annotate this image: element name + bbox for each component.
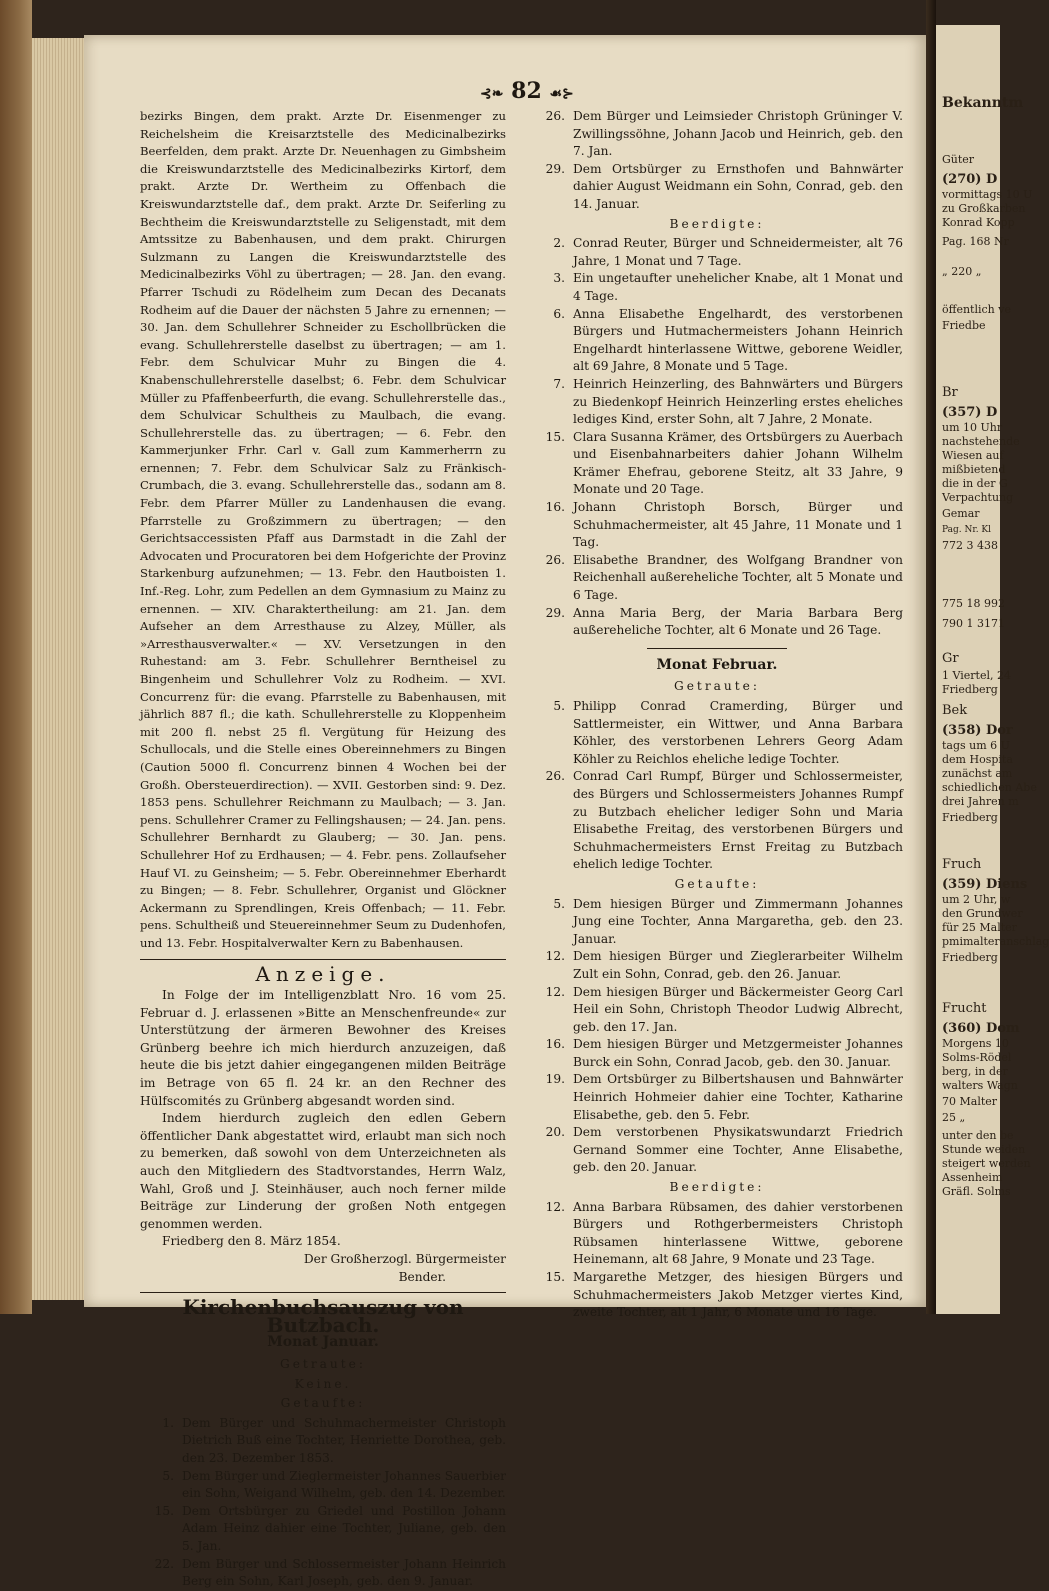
- next-page-fragment: Konrad Kopp: [942, 216, 1015, 229]
- list-item: 6. Anna Elisabethe Engelhardt, des verstorbenen Bürgers und Hutmachermeisters Johann Heinrich Engelhardt hinterlassene Wittwe, geborene Weidler, alt 69 Jahre, 8 Monate und 5 Tage.: [553, 306, 903, 374]
- list-item: 29. Anna Maria Berg, der Maria Barbara Berg außereheliche Tochter, alt 6 Monate und 26 Tage.: [545, 605, 903, 638]
- list-item: 20. Dem verstorbenen Physikatswundarzt Friedrich Gernand Sommer eine Tochter, Anne Elisabethe, geb. den 20. Januar.: [545, 1125, 903, 1175]
- divider: [647, 648, 787, 649]
- next-page-fragment: Br: [942, 385, 958, 400]
- next-page-fragment: walters Wagn: [942, 1079, 1018, 1092]
- next-page-fragment: (358) Dor: [942, 723, 1013, 738]
- next-page-fragment: 772 3 438: [942, 539, 998, 552]
- divider: [140, 1292, 506, 1293]
- next-page-fragment: um 2 Uhr, w: [942, 893, 1011, 906]
- divider: [140, 959, 506, 960]
- next-page-fragment: tags um 6 U: [942, 739, 1010, 752]
- ornament-right-icon: ☙⊱: [549, 86, 574, 102]
- next-page-fragment: vormittags 10 U: [942, 188, 1033, 201]
- anzeige-signature-title: Der Großherzogl. Bürgermeister: [303, 1252, 506, 1266]
- next-page-fragment: zunächst am: [942, 767, 1013, 780]
- next-page-fragment: Pag. Nr. Kl: [942, 525, 992, 535]
- next-page-fragment: 1 Viertel, 24: [942, 669, 1011, 682]
- list-item: 15. Clara Susanna Krämer, des Ortsbürgers zu Auerbach und Eisenbahnarbeiters dahier Johann Wilhelm Krämer Ehefrau, geborene Steitz, alt 33 Jahre, 9 Monate und 20 Tage.: [545, 429, 903, 497]
- list-item: 26. Dem Bürger und Leimsieder Christoph Grüninger V. Zwillingssöhne, Johann Jacob und Heinrich, geb. den 7. Jan.: [545, 109, 903, 159]
- kirchenbuch-heading: Kirchenbuchsauszug von Butzbach.: [182, 1295, 464, 1337]
- list-item: 1. Dem Bürger und Schuhmachermeister Christoph Dietrich Buß eine Tochter, Henriette Dorothea, geb. den 23. Dezember 1853.: [162, 1415, 506, 1465]
- next-page-fragment: pmimalteranschlag: [942, 935, 1049, 948]
- next-page-fragment: steigert werden: [942, 1157, 1031, 1170]
- list-item: 3. Ein ungetaufter unehelicher Knabe, alt 1 Monat und 4 Tage.: [553, 271, 903, 303]
- list-item: 16. Johann Christoph Borsch, Bürger und Schuhmachermeister, alt 45 Jahre, 11 Monate und 1 Tag.: [545, 500, 903, 550]
- feb-getaufte-label: Getaufte:: [674, 876, 760, 891]
- list-item: 29. Dem Ortsbürger zu Ernsthofen und Bahnwärter dahier August Weidmann ein Sohn, Conrad, geb. den 14. Januar.: [545, 161, 903, 211]
- next-page-fragment: Morgens 10: [942, 1037, 1009, 1050]
- list-item: 15. Margarethe Metzger, des hiesigen Bürgers und Schuhmachermeisters Jakob Metzger viertes Kind, zweite Tochter, alt 1 Jahr, 6 Monate und 16 Tage.: [545, 1270, 903, 1320]
- list-item: 26. Elisabethe Brandner, des Wolfgang Brandner von Reichenhall außereheliche Tochter, alt 5 Monate und 6 Tage.: [545, 552, 903, 603]
- anzeige-heading: Anzeige.: [255, 961, 391, 986]
- list-item: 12. Dem hiesigen Bürger und Zieglerarbeiter Wilhelm Zult ein Sohn, Conrad, geb. den 26. Januar.: [545, 949, 903, 981]
- jan-getaufte-label: Getaufte:: [280, 1396, 366, 1411]
- next-page-fragment: (360) Dom: [942, 1021, 1020, 1036]
- next-page-fragment: drei Jahren m: [942, 795, 1019, 808]
- next-page-fragment: Fruch: [942, 857, 982, 872]
- book-spine: [0, 0, 32, 1314]
- next-page-fragment: schiedlichen Abe: [942, 781, 1037, 794]
- list-item: 15. Dem Ortsbürger zu Griedel und Postillon Johann Adam Heinz dahier eine Tochter, Juliane, geb. den 5. Jan.: [154, 1503, 506, 1553]
- next-page-fragment: nachstehende: [942, 435, 1020, 448]
- jan-getraute-label: Getraute:: [279, 1356, 366, 1371]
- next-page-fragment: Solms-Rödel: [942, 1051, 1012, 1064]
- list-item: 7. Heinrich Heinzerling, des Bahnwärters und Bürgers zu Biedenkopf Heinrich Heinzerling erstes eheliches lediges Kind, erster Sohn, alt 7 Jahre, 2 Monate.: [553, 376, 903, 427]
- next-page-fragment: 70 Malter: [942, 1095, 998, 1108]
- next-page-fragment: den Grundwer: [942, 907, 1023, 920]
- next-page-fragment: unter den be: [942, 1129, 1014, 1142]
- next-page-fragment: Friedberg: [942, 811, 998, 824]
- list-item: 2. Conrad Reuter, Bürger und Schneidermeister, alt 76 Jahre, 1 Monat und 7 Tage.: [553, 236, 903, 268]
- jan-getraute-none: Keine.: [294, 1376, 352, 1391]
- next-page-fragment: mißbietend: [942, 463, 1006, 476]
- next-page-fragment: Stunde weiden: [942, 1143, 1026, 1156]
- next-page-fragment: öffentlich ve: [942, 303, 1011, 316]
- next-page-fragment: Pag. 168 Nr: [942, 235, 1009, 248]
- book-gutter: [926, 0, 936, 1314]
- next-page-fragment: Güter: [942, 153, 975, 166]
- list-item: 16. Dem hiesigen Bürger und Metzgermeister Johannes Burck ein Sohn, Conrad Jacob, geb. den 30. Januar.: [545, 1037, 903, 1069]
- next-page-fragment: Friedberg: [942, 683, 998, 696]
- page-number-value: 82: [511, 78, 542, 104]
- next-page-fragment: für 25 Malter: [942, 921, 1017, 934]
- next-page-fragment: zu Großkarben: [942, 202, 1026, 215]
- anzeige-paragraph-1: In Folge der im Intelligenzblatt Nro. 16 vom 25. Februar d. J. erlassenen »Bitte an Menschenfreunde« zur Unterstützung der ärmeren Bewohner des Kreises Grünberg beehre ich mich hierdurch anzuzeigen, daß heute die bis jetzt dahier eingegangenen milden Beiträge im Betrage von 65 fl. 24 kr. an den Rechner des Hülfscomités zu Grünberg abgesandt worden sind.: [140, 988, 506, 1108]
- next-page-fragment: Gr: [942, 651, 959, 666]
- anzeige-paragraph-2: Indem hierdurch zugleich den edlen Gebern öffentlicher Dank abgestattet wird, erlaubt man sich noch zu bemerken, daß sowohl von dem Unterzeichneten als auch den Mitgliedern des Stadtvorstandes, Herrn Walz, Wahl, Groß und J. Steinhäuser, auch noch ferner milde Beiträge zur Linderung der großen Noth entgegen genommen werden.: [140, 1111, 506, 1231]
- anzeige-date-line: Friedberg den 8. März 1854.: [162, 1234, 341, 1249]
- next-page-fragment: Bekanntm: [942, 95, 1024, 111]
- page-edges: [32, 38, 84, 1300]
- feb-getraute-label: Getraute:: [673, 679, 760, 694]
- next-page-fragment: 775 18 992: [942, 597, 1005, 610]
- next-page-fragment: berg, in der: [942, 1065, 1008, 1078]
- anzeige-signature-name: Bender.: [398, 1269, 446, 1284]
- month-january-heading: Monat Januar.: [267, 1334, 379, 1351]
- month-february-heading: Monat Februar.: [656, 656, 778, 673]
- next-page-fragment: um 10 Uhr: [942, 421, 1003, 434]
- next-page-fragment: Friedberg: [942, 951, 998, 964]
- feb-beerdigte-label: Beerdigte:: [669, 1180, 765, 1195]
- next-page-fragment: dem Hospita: [942, 753, 1013, 766]
- next-page-fragment: 25 „: [942, 1111, 966, 1124]
- list-item: 5. Philipp Conrad Cramerding, Bürger und Sattlermeister, ein Wittwer, und Anna Barbara Köhler, des verstorbenen Lehrers Georg Adam Köhler zu Reichlos eheliche ledige Tochter.: [553, 699, 903, 766]
- list-item: 5. Dem hiesigen Bürger und Zimmermann Johannes Jung eine Tochter, Anna Margaretha, geb. den 23. Januar.: [553, 896, 903, 946]
- next-page-fragment: „ 220 „: [942, 265, 982, 278]
- appointments-text: bezirks Bingen, dem prakt. Arzte Dr. Eisenmenger zu Reichelsheim die Kreisarztstelle des Medicinalbezirks Beerfelden, dem prakt. Arzte Dr. Neuenhagen zu Gimbsheim die Kreiswundarztstelle des Medicinalbezirks Kirtorf, dem prakt. Arzte Dr. Wertheim zu Offenbach die Kreiswundarztstelle daf., dem prakt. Arzte Dr. Seiferling zu Bechtheim die Kreiswundarztstelle zu Seligenstadt, mit dem Amtssitze zu Babenhausen, und dem prakt. Chirurgen Sulzmann zu Langen die Kreiswundarztstelle des Medicinalbezirks Vöhl zu übertragen; — 28. Jan. den evang. Pfarrer Tschudi zu Rödelheim zum Decan des Decanats Rodheim auf die Dauer der nächsten 5 Jahre zu ernennen; — 30. Jan. dem Schullehrer Schneider zu Eschollbrücken die evang. Schullehrerstelle daselbst zu übertragen; — am 1. Febr. dem Schulvicar Muhr zu Bingen die 4. Knabenschullehrerstelle daselbst; 6. Febr. dem Schulvicar Müller zu Pfaffenbeerfurth, die evang. Schullehrerstelle das., dem Schulvicar Schultheis zu Maulbach, die evang. Schullehrerstelle das. zu übertragen; — 6. Febr. den Kammerjunker Frhr. Carl v. Gall zum Kammerherrn zu ernennen; 7. Febr. dem Schulvicar Salz zu Fränkisch-Crumbach, die 3. evang. Schullehrerstelle das., sodann am 8. Febr. dem Pfarrer Müller zu Landenhausen die evang. Pfarrstelle zu Großzimmern zu übertragen; — den Gerichtsaccessisten Pfaff aus Darmstadt in die Zahl der Advocaten und Procuratoren bei dem Hofgerichte der Provinz Starkenburg aufzunehmen; — 13. Febr. den Hautboisten 1. Inf.-Reg. Lohr, zum Pedellen an dem Gymnasium zu Mainz zu ernennen. — XIV. Charaktertheilung: am 21. Jan. dem Aufseher an dem Arresthause zu Alzey, Müller, als »Arresthausverwalter.« — XV. Versetzungen in den Ruhestand: am 3. Febr. Schullehrer Berntheisel zu Bingenheim und Schullehrer Volz zu Rodheim. — XVI. Concurrenz für: die evang. Pfarrstelle zu Babenhausen, mit jährlich 887 fl.; die kath. Schullehrerstelle zu Kloppenheim mit 200 fl. nebst 25 fl. Vergütung für Heizung des Schullocals, und die Stelle eines Obereinnehmers zu Bingen (Caution 5000 fl. Concurrenz binnen 4 Wochen bei der Großh. Obersteuerdirection). — XVII. Gestorben sind: 9. Dez. 1853 pens. Schullehrer Reichmann zu Maulbach; — 3. Jan. pens. Schullehrer Cramer zu Fellingshausen; — 24. Jan. pens. Schullehrer Bernhardt zu Glauberg; — 30. Jan. pens. Schullehrer Hof zu Erdhausen; — 4. Febr. pens. Zollaufseher Hauf VI. zu Geinsheim; — 5. Febr. Obereinnehmer Eberhardt zu Bingen; — 8. Febr. Schullehrer, Organist und Glöckner Ackermann zu Sprendlingen, Kreis Offenbach; — 11. Febr. pens. Schultheiß und Steuereinnehmer Seum zu Dudenhofen, und 13. Febr. Hospitalverwalter Kern zu Babenhausen.: [140, 109, 506, 950]
- ornament-left-icon: ⊰❧: [480, 86, 504, 102]
- right-column: [531, 108, 903, 1322]
- list-item: 22. Dem Bürger und Schlossermeister Johann Heinrich Berg ein Sohn, Karl Joseph, geb. den 9. Januar.: [154, 1556, 506, 1589]
- next-page-fragment: die in der G: [942, 477, 1008, 490]
- next-page-fragment: Gräfl. Solms: [942, 1185, 1011, 1198]
- next-page-fragment: Frucht: [942, 1001, 987, 1016]
- jan-beerdigte-label: Beerdigte:: [669, 216, 765, 231]
- list-item: 5. Dem Bürger und Zieglermeister Johannes Sauerbier ein Sohn, Weigand Wilhelm, geb. den 14. Dezember.: [162, 1468, 506, 1501]
- next-page-fragment: (270) D: [942, 172, 998, 187]
- next-page-edge: [936, 25, 1049, 1314]
- next-page-fragment: (357) D: [942, 405, 998, 420]
- next-page-fragment: Friedbe: [942, 319, 986, 332]
- next-page-fragment: Verpachtung: [942, 491, 1014, 504]
- next-page-fragment: Assenheim: [942, 1171, 1003, 1184]
- next-page-fragment: Bek: [942, 703, 968, 718]
- next-page-fragment: Wiesen auf: [942, 449, 1004, 462]
- left-column: [140, 108, 506, 1591]
- next-page-fragment: Gemar: [942, 507, 980, 520]
- list-item: 12. Dem hiesigen Bürger und Bäckermeister Georg Carl Heil ein Sohn, Christoph Theodor Ludwig Albrecht, geb. den 17. Jan.: [545, 984, 903, 1034]
- page-number: [480, 78, 574, 104]
- list-item: 12. Anna Barbara Rübsamen, des dahier verstorbenen Bürgers und Rothgerbermeisters Christoph Rübsamen hinterlassene Wittwe, geborene Heinemann, alt 68 Jahre, 9 Monate und 23 Tage.: [545, 1199, 903, 1267]
- next-page-fragment: (359) Diens: [942, 877, 1028, 892]
- list-item: 26. Conrad Carl Rumpf, Bürger und Schlossermeister, des Bürgers und Schlossermeisters Johannes Rumpf zu Butzbach ehelicher lediger Sohn und Maria Elisabethe Freitag, des verstorbenen Bürgers und Schuhmachermeisters Ernst Freitag zu Butzbach ehelich ledige Tochter.: [545, 769, 903, 872]
- next-page-fragment: 790 1 3171: [942, 617, 1005, 630]
- list-item: 19. Dem Ortsbürger zu Bilbertshausen und Bahnwärter Heinrich Hohmeier dahier eine Tochter, Katharine Elisabethe, geb. den 5. Febr.: [545, 1072, 903, 1122]
